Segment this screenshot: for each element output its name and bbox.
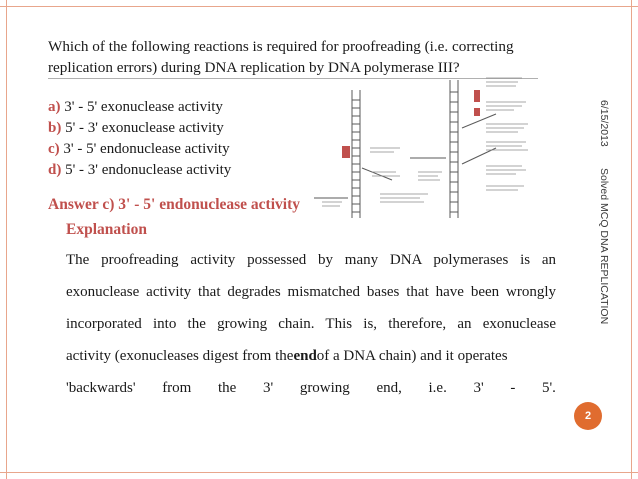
word: from [162,380,192,396]
word: growing [299,380,350,396]
word: 'backwards' [66,380,136,396]
word: the [218,380,237,396]
slide-border-bottom [0,472,638,473]
answer-text: Answer c) 3' - 5' endonuclease activity [48,196,300,213]
slide-border-right [631,0,632,479]
option-letter: b) [48,120,62,136]
page-number-badge: 2 [574,402,602,430]
explanation-text: incorporated into the growing chain. This is, therefore, an exonuclease [66,316,556,332]
slide-border-left [6,0,7,479]
explanation-text: The proofreading activity possessed by many DNA polymerases is an [66,252,556,268]
explanation-line [66,340,556,372]
explanation-bold-end: end [293,348,317,364]
question-line-2: replication errors) during DNA replication by DNA polymerase III? [48,59,460,76]
explanation-title: Explanation [66,221,147,238]
option-letter: d) [48,162,62,178]
word: end, [376,380,402,396]
explanation-text: of a DNA chain) and it operates [316,348,508,364]
option-text: 5' - 3' exonuclease activity [61,120,224,136]
explanation-text: exonuclease activity that degrades mismatched bases that have been wrongly [66,284,556,300]
explanation-body [66,244,556,404]
word: 5'. [541,380,556,396]
slide-date: 6/15/2013 [598,100,610,147]
word: - [510,380,516,396]
word: 3' [262,380,274,396]
word: i.e. [428,380,447,396]
option-text: 5' - 3' endonuclease activity [61,162,232,178]
option-b [48,118,231,139]
option-c [48,139,231,160]
options-list [48,97,231,181]
dna-replication-diagram-icon [300,68,562,226]
explanation-line [66,276,556,308]
explanation-line-last [66,372,556,404]
side-caption [598,100,618,340]
slide-border-top [0,6,638,7]
question-line-1: Which of the following reactions is required for proofreading (i.e. correcting [48,38,514,55]
option-text: 3' - 5' endonuclease activity [59,141,230,157]
option-a [48,97,231,118]
option-letter: c) [48,141,60,157]
option-text: 3' - 5' exonuclease activity [60,99,223,115]
option-d [48,160,231,181]
explanation-line [66,244,556,276]
option-letter: a) [48,99,61,115]
word: 3' [473,380,484,396]
explanation-text: activity (exonucleases digest from the [66,348,294,364]
slide-footer-title: Solved MCQ DNA REPLICATION [598,168,610,325]
explanation-line [66,308,556,340]
